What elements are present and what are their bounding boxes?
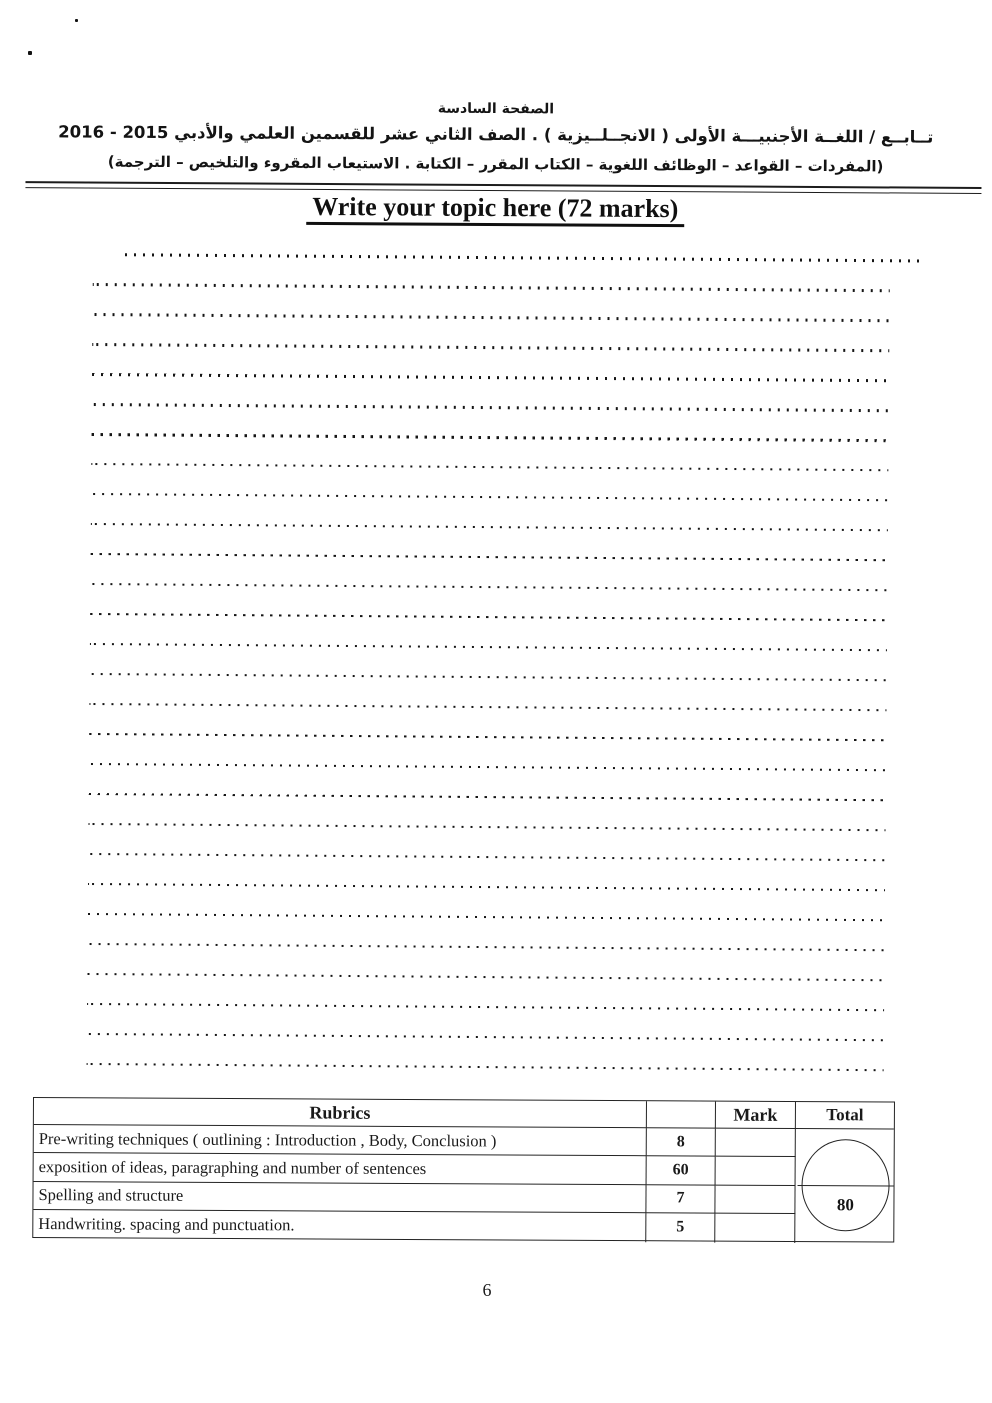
writing-line — [92, 373, 889, 382]
total-header-cell: Total — [796, 1102, 894, 1130]
rubric-row — [33, 1210, 893, 1243]
writing-line — [89, 763, 886, 772]
writing-line — [89, 703, 886, 712]
rubric-label: exposition of ideas, paragraphing and number of sentences — [34, 1153, 647, 1185]
writing-line — [88, 943, 885, 952]
rubric-mark-cell — [715, 1185, 795, 1214]
page-header — [0, 97, 992, 238]
writing-line — [87, 973, 884, 982]
topic-title — [0, 190, 991, 226]
rubrics-header-cell: Rubrics — [34, 1098, 647, 1128]
rubric-label: Pre-writing techniques ( outlining : Introduction , Body, Conclusion ) — [34, 1125, 647, 1157]
points-header-cell — [647, 1101, 716, 1128]
writing-line — [91, 463, 888, 472]
writing-line — [92, 343, 889, 352]
rubric-points: 60 — [647, 1157, 716, 1186]
rubric-points: 7 — [646, 1185, 715, 1214]
course-line-arabic: تــابــع / اللغــة الأجنبيـــة الأولى ( الانجــلــيزية ) . الصف الثاني عشر للقسمين العلمي والأدبي 2015 - 2016 — [58, 122, 934, 147]
writing-line — [91, 523, 888, 532]
rubric-points: 5 — [646, 1213, 715, 1242]
writing-line — [90, 643, 887, 652]
rubric-label: Handwriting. spacing and punctuation. — [33, 1210, 646, 1242]
rubric-row — [33, 1182, 893, 1215]
rubric-points: 8 — [647, 1128, 716, 1157]
total-circle — [801, 1139, 889, 1231]
skills-line-arabic: (المفردات – القواعد – الوظائف اللغوية – الكتاب المقرر – الكتابة . الاستيعاب المقروء والتلخيص – الترجمة) — [107, 152, 884, 176]
writing-line — [87, 1033, 884, 1042]
writing-line — [88, 913, 885, 922]
writing-line — [90, 613, 887, 622]
writing-line — [88, 853, 885, 862]
rubric-mark-cell — [716, 1129, 796, 1158]
writing-line — [125, 253, 922, 262]
scan-artifact-dot — [75, 19, 78, 22]
writing-line — [92, 433, 889, 442]
rubrics-table — [32, 1097, 895, 1243]
writing-line — [89, 823, 886, 832]
writing-line — [91, 553, 888, 562]
rubric-label: Spelling and structure — [33, 1182, 646, 1214]
writing-line — [91, 493, 888, 502]
writing-area — [86, 253, 890, 1099]
writing-line — [92, 403, 889, 412]
total-merged-cell — [797, 1129, 894, 1242]
writing-line — [90, 583, 887, 592]
rubric-row — [34, 1153, 894, 1186]
writing-line — [90, 673, 887, 682]
rubric-row — [34, 1125, 894, 1158]
page-label-arabic: الصفحة السادسة — [437, 100, 555, 118]
writing-line — [89, 733, 886, 742]
total-value: 80 — [836, 1195, 854, 1215]
topic-title-text: Write your topic here (72 marks) — [306, 192, 684, 227]
writing-line — [87, 1063, 884, 1072]
mark-header-cell: Mark — [716, 1102, 796, 1129]
page-number: 6 — [482, 1280, 492, 1300]
writing-line — [93, 283, 890, 292]
rubric-mark-cell — [716, 1157, 796, 1186]
writing-line — [88, 883, 885, 892]
writing-line — [93, 313, 890, 322]
writing-line — [89, 793, 886, 802]
writing-line — [87, 1003, 884, 1012]
rubric-mark-cell — [715, 1214, 795, 1243]
scan-artifact-dot — [28, 51, 32, 55]
